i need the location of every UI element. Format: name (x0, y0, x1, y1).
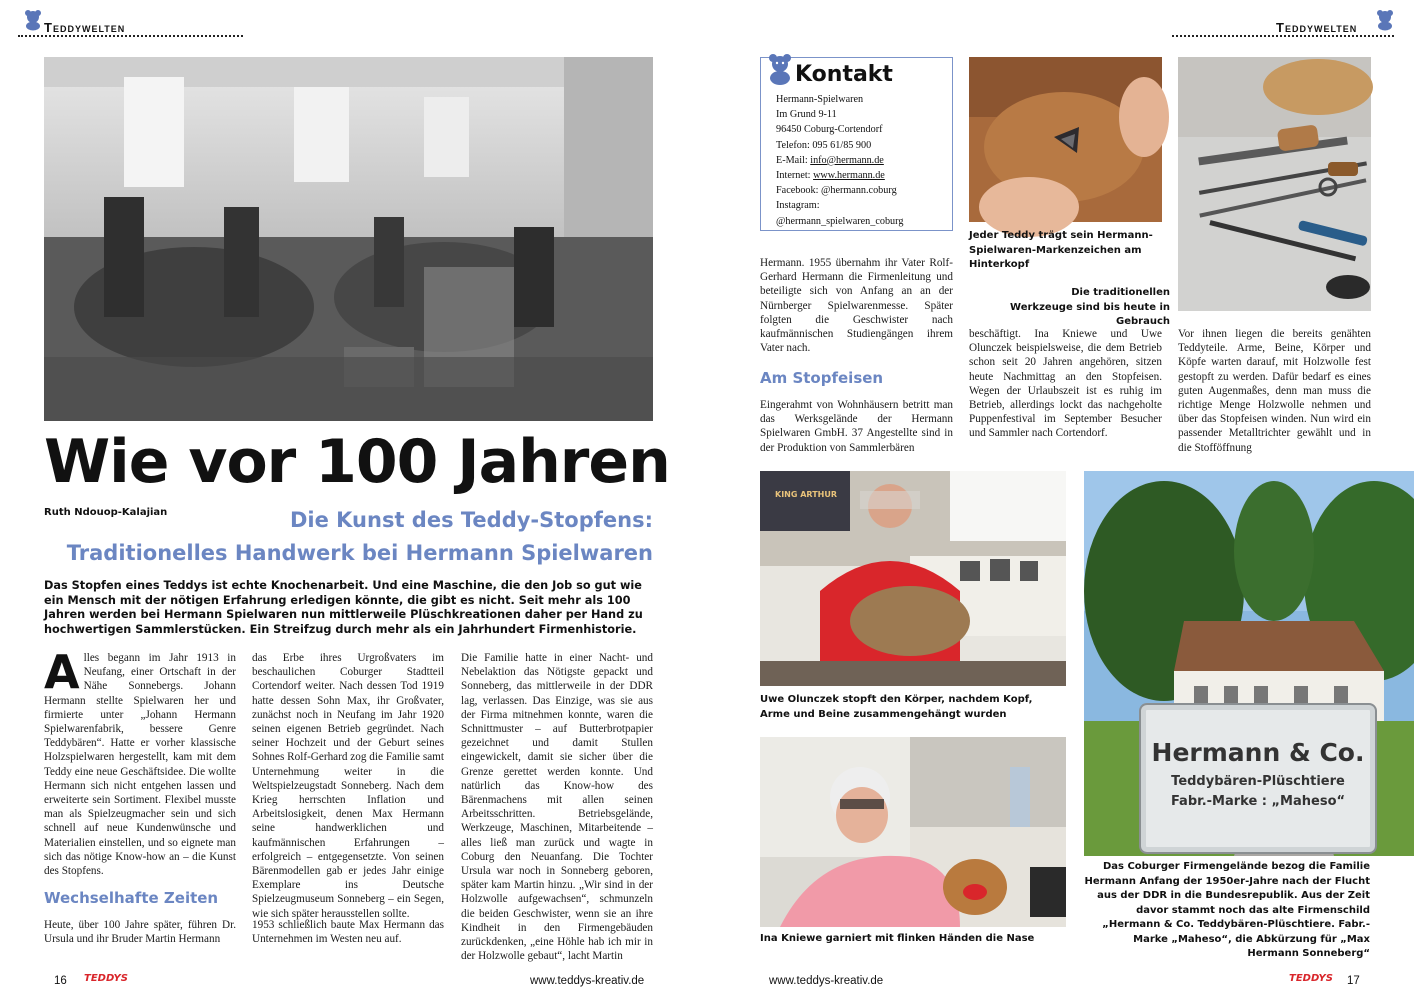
teddy-brand-mark-photo (969, 57, 1162, 222)
contact-email-link[interactable]: info@hermann.de (810, 154, 884, 166)
caption-tools: Die traditionellen Werkzeuge sind bis heute in Gebrauch (1010, 287, 1170, 327)
contact-street: Im Grund 9-11 (776, 109, 837, 121)
contact-company: Hermann-Spielwaren (776, 94, 864, 105)
contact-web-link[interactable]: www.hermann.de (813, 170, 885, 182)
contact-web-label: Internet: (776, 170, 814, 182)
page-number-left: 16 (54, 975, 67, 987)
contact-title: Kontakt (795, 62, 893, 87)
contact-phone: Telefon: 095 61/85 900 (776, 139, 872, 151)
header-dotted-rule-left (18, 35, 243, 37)
contact-email-label: E-Mail: (776, 154, 811, 166)
heading-am-stopfeisen: Am Stopfeisen (760, 369, 884, 387)
article-column-1 (44, 645, 236, 878)
subtitle-line-1: Die Kunst des Teddy-Stopfens: (289, 508, 653, 532)
caption-grounds: Das Coburger Firmengelände bezog die Familie Hermann Anfang der 1950er-Jahre nach der Flucht aus der DDR in die Bundesrepublik. Aus der Zeit davor stammt noch das alte Firmenschild „Hermann & Co. Teddybären-Plüschtiere. Fabr.-Marke „Maheso“, die Abkürzung für „Max Hermann Sonneberg“ (1084, 861, 1370, 959)
uwe-olunczek-stuffing-photo (760, 471, 1066, 686)
article-column-5: beschäftigt. Ina Kniewe und Uwe Olunczek beispielsweise, die dem Betrieb schon seit 20 Jahren angehören, sitzen heute Nachmittag an den Stopfeisen. Wegen der Urlaubszeit ist es ruhig im Betrieb, allerdings lockt das nachgeholte Puppenfestival im September Besucher und Sammler nach Cortendorf. (969, 328, 1162, 440)
header-dotted-rule-right (1172, 35, 1394, 37)
teddy-bear-icon (765, 50, 795, 86)
historical-workshop-photo (44, 57, 653, 421)
sign-line-1: Hermann & Co. (1151, 738, 1365, 767)
contact-instagram: @hermann_spielwaren_coburg (776, 215, 904, 227)
column-1-text: lles begann im Jahr 1913 in Neufang, einer Ortschaft in der Nähe Sonnebergs. Johann Hermann stellte Spielwaren her und firmierte unter „Johann Hermann Spielwarenfabrik, bessere Genre Teddybären“. Hatte er vorher klassische Holzspielwaren hergestellt, kam mit dem Teddy eine neue Geschäftsidee. Die wollte Hermann sich nicht entgehen lassen und erweiterte sein Sortiment. Flexibel musste man als Spielzeugmacher sein und sich schnell auf neue Kundenwünsche und Materialien einstellen, und so eignete man sich das nötige Know-how an – die Kunst des Stopfens. (44, 652, 236, 878)
sign-line-3: Fabr.-Marke : „Maheso“ (1170, 794, 1346, 809)
column-4-text-2: Eingerahmt von Wohnhäusern betritt man das Werksgelände der Hermann Spielwaren GmbH. 37 Angestellte sind in der Produktion von Sammlerbären (760, 399, 953, 454)
caption-teddy-mark: Jeder Teddy trägt sein Hermann-Spielwaren-Markenzeichen am Hinterkopf (969, 230, 1153, 270)
article-lead: Das Stopfen eines Teddys ist echte Knochenarbeit. Und eine Maschine, die den Job so gut wie ein Mensch mit der nötigen Erfahrung erledigen könnte, die gibt es nicht. Seit mehr als 100 Jahren werden bei Hermann Spielwaren nun mittlerweile Plüschkreationen daher per Hand zu hochwertigen Sammlerstücken. Ein Streifzug durch mehr als ein Jahrhundert Firmenhistorie. (44, 579, 643, 636)
teddy-bear-icon (1374, 8, 1396, 30)
article-title: Wie vor 100 Jahren (44, 427, 670, 497)
article-column-6: Vor ihnen liegen die bereits genähten Teddyteile. Arme, Beine, Körper und Köpfe warten darauf, mit Holzwolle fest gestopft zu werden. Dafür bedarf es eines guten Augenmaßes, denn man muss die richtige Menge Holzwolle nehmen und über das Stopfeisen winden. Nun wird ein passender Metalltrichter gewählt und in die Stofföffnung (1178, 328, 1371, 454)
article-column-4: Hermann. 1955 übernahm ihr Vater Rolf-Gerhard Hermann die Firmenleitung und beteiligte sich von Anfang an an der Nürnberger Spielwarenmesse. Später folgten die Geschwister nach kaufmännischen Studiengängen ihrem Vater nach. (760, 257, 953, 355)
caption-uwe: Uwe Olunczek stopft den Körper, nachdem Kopf, Arme und Beine zusammengehängt wurden (760, 694, 1033, 720)
column-2-text-2: 1953 schließlich baute Max Hermann das Unternehmen im Westen neu auf. (252, 919, 444, 946)
drop-cap: A (44, 645, 80, 699)
section-tag-right: Teddywelten (1276, 20, 1358, 35)
poster-text: KING ARTHUR (775, 490, 838, 499)
teddys-kreativ-logo-left: TEDDYS (84, 973, 128, 984)
page-number-right: 17 (1347, 975, 1360, 987)
footer-url-left[interactable]: www.teddys-kreativ.de (530, 975, 645, 987)
ina-kniewe-nose-photo (760, 737, 1066, 927)
contact-box (760, 57, 953, 231)
contact-instagram-label: Instagram: (776, 200, 820, 212)
footer-url-right[interactable]: www.teddys-kreativ.de (769, 975, 884, 987)
column-1-text-2: Heute, über 100 Jahre später, führen Dr. Ursula und ihr Bruder Martin Hermann (44, 919, 236, 946)
article-subtitle (44, 504, 653, 570)
article-author: Ruth Ndouop-Kalajian (44, 507, 168, 518)
enamel-company-sign (1141, 705, 1375, 852)
teddys-kreativ-logo-right: TEDDYS (1289, 973, 1333, 984)
traditional-tools-photo (1178, 57, 1371, 311)
subtitle-line-2: Traditionelles Handwerk bei Hermann Spielwaren (66, 541, 653, 565)
section-tag-left: Teddywelten (44, 20, 126, 35)
teddy-bear-icon (22, 8, 44, 30)
article-column-3: Die Familie hatte in einer Nacht- und Nebelaktion das Nötigste gepackt und Sonneberg, das mittlerweile in der DDR lag, verlassen. Das Einzige, was sie aus der Firma mitnehmen konnte, waren die Schnittmuster – auf Butterbrotpapier gezeichnet und damit Stullen eingewickelt, damit sie sicher über die Grenze gerettet werden konnte. Und natürlich das Know-how des Bärenmachens mit allen seinen Arbeitsschritten. Betriebsgelände, Werkzeuge, Maschinen, Mitarbeitende – alles ließ man zurück und wagte in Coburg den Neuanfang. Die Tochter Ursula war noch in Sonneberg geboren, später kam Martin hinzu. „Wir sind in der Holzwolle aufgewachsen“, schmunzeln die beiden Geschwister, wenn sie an ihre Kindheit in den Firmengebäuden zurückdenken, „eine Höhle hab ich mir in der Holzwolle gebaut“, lacht Martin (461, 652, 653, 963)
heading-wechselhafte-zeiten: Wechselhafte Zeiten (44, 889, 219, 907)
contact-details (776, 92, 951, 229)
contact-facebook: Facebook: @hermann.coburg (776, 185, 897, 197)
contact-city: 96450 Coburg-Cortendorf (776, 124, 883, 136)
caption-ina: Ina Kniewe garniert mit flinken Händen die Nase (760, 933, 1035, 944)
sign-line-2: Teddybären-Plüschtiere (1171, 774, 1345, 789)
article-column-2: das Erbe ihres Urgroßvaters im beschaulichen Coburger Stadtteil Cortendorf weiter. Nach dessen Tod 1919 hatte dessen Sohn Max, ihr Großvater, zunächst noch in Neufang im Jahr 1920 seinen eigenen Betrieb gegründet. Nach seiner Hochzeit und der Geburt seines Sohnes Rolf-Gerhard zog die Familie samt Unternehmung weiter in die Weltspielzeugstadt Sonneberg. Nach dem Krieg herrschten Inflation und Arbeitslosigkeit, denen Max Hermann seine handwerklichen und kaufmännischen Erfahrungen – erfolgreich – entgegensetzte. Von seinen Bärenmodellen gab er jedes Jahr einige Exemplare ins Deutsche Spielzeugmuseum Sonneberg – ein Segen, wie sich später herausstellen sollte. (252, 652, 444, 920)
